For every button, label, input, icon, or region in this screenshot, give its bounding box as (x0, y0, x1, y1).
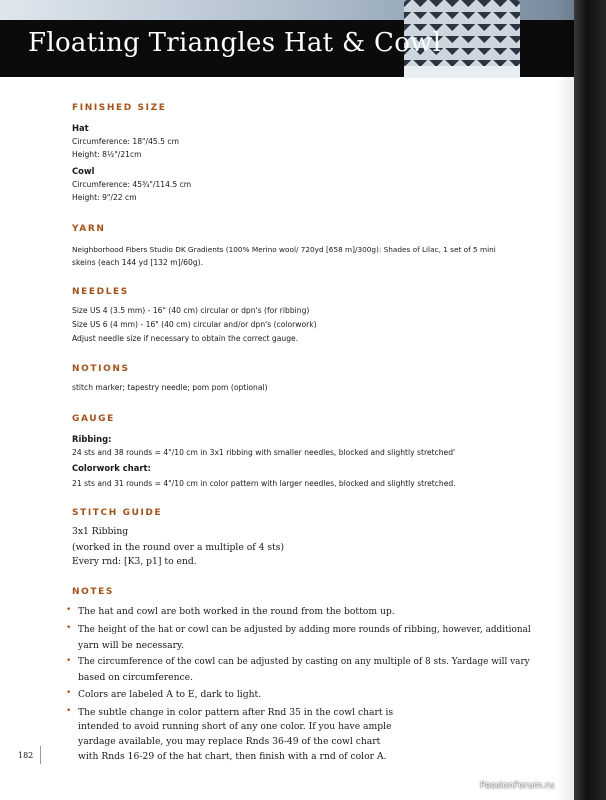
page-title: Floating Triangles Hat & Cowl (28, 28, 442, 58)
note-bullet: • (66, 706, 72, 716)
note-bullet: • (66, 656, 72, 666)
finished-size-heading: FINISHED SIZE (72, 103, 167, 113)
cowl-circumference: Circumference: 45¾"/114.5 cm (72, 180, 192, 189)
needles-line-2: Size US 6 (4 mm) - 16" (40 cm) circular and/or dpn's (colorwork) (72, 320, 317, 329)
yarn-line-1: Neighborhood Fibers Studio DK Gradients (100% Merino wool/ 720yd [658 m]/300g): Shades of Lilac, 1 set of 5 mini (72, 245, 496, 254)
note-bullet: • (66, 623, 72, 633)
hat-circumference: Circumference: 18"/45.5 cm (72, 137, 179, 146)
notions-line: stitch marker; tapestry needle; pom pom (optional) (72, 383, 268, 392)
note-line-4: The circumference of the cowl can be adjusted by casting on any multiple of 8 sts. Yardage will vary (78, 657, 530, 667)
needles-line-3: Adjust needle size if necessary to obtain the correct gauge. (72, 334, 299, 343)
needles-line-1: Size US 4 (3.5 mm) - 16" (40 cm) circular or dpn's (for ribbing) (72, 306, 310, 315)
notes-heading: NOTES (72, 587, 114, 597)
note-line-7: The subtle change in color pattern after Rnd 35 in the cowl chart is (78, 707, 394, 718)
note-line-8: intended to avoid running short of any one color. If you have ample (78, 721, 392, 732)
note-line-5: based on circumference. (78, 672, 194, 683)
note-bullet: • (66, 688, 72, 698)
hat-label: Hat (72, 123, 89, 133)
note-line-9: yardage available, you may replace Rnds 36-49 of the cowl chart (78, 736, 381, 747)
page-number: 182 (18, 751, 34, 760)
note-line-1: The hat and cowl are both worked in the round from the bottom up. (78, 606, 395, 617)
stitch-guide-line-2: (worked in the round over a multiple of 4 sts) (72, 542, 285, 553)
needles-heading: NEEDLES (72, 287, 129, 297)
gauge-colorwork-label: Colorwork chart: (72, 463, 151, 473)
note-line-2: The height of the hat or cowl can be adjusted by adding more rounds of ribbing, however, additional (78, 625, 531, 635)
gauge-ribbing-line: 24 sts and 38 rounds = 4"/10 cm in 3x1 ribbing with smaller needles, blocked and slightly stretched' (72, 448, 456, 457)
note-bullet: • (66, 605, 72, 615)
note-line-3: yarn will be necessary. (78, 640, 184, 651)
stitch-guide-line-1: 3x1 Ribbing (72, 526, 129, 537)
cowl-height: Height: 9"/22 cm (72, 193, 137, 202)
notions-heading: NOTIONS (72, 364, 130, 374)
cowl-label: Cowl (72, 166, 95, 176)
gauge-heading: GAUGE (72, 414, 115, 424)
gauge-colorwork-line: 21 sts and 31 rounds = 4"/10 cm in color pattern with larger needles, blocked and slightly stretched. (72, 479, 456, 488)
yarn-line-2: skeins (each 144 yd [132 m]/60g). (72, 258, 204, 267)
page-number-rule (40, 746, 41, 764)
book-spine (574, 0, 606, 800)
yarn-heading: YARN (72, 224, 106, 234)
stitch-guide-heading: STITCH GUIDE (72, 508, 163, 518)
note-line-10: with Rnds 16-29 of the hat chart, then finish with a rnd of color A. (78, 751, 387, 762)
hat-photo-rim (404, 66, 520, 78)
gauge-ribbing-label: Ribbing: (72, 434, 112, 444)
note-line-6: Colors are labeled A to E, dark to light. (78, 689, 262, 700)
page-gutter-shadow (556, 0, 574, 800)
site-watermark: PassionForum.ru (480, 781, 555, 791)
stitch-guide-line-3: Every rnd: [K3, p1] to end. (72, 556, 197, 567)
hat-height: Height: 8½"/21cm (72, 150, 142, 159)
